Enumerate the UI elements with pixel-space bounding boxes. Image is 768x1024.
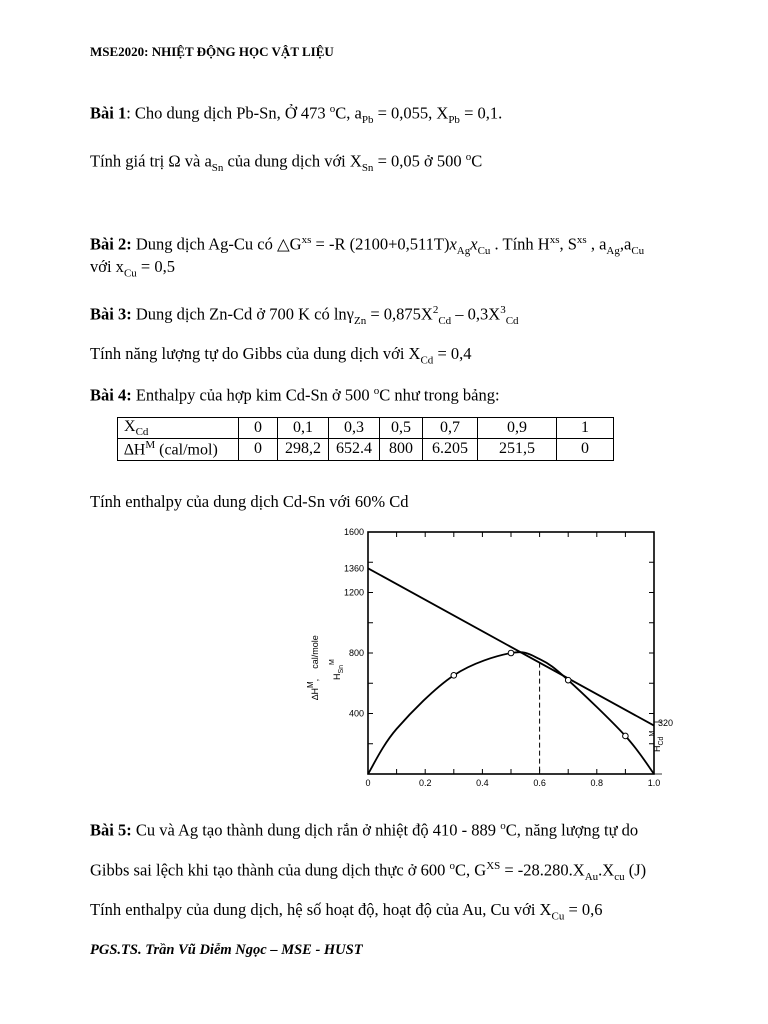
subscript: Cd [505, 314, 519, 327]
table-row-header [118, 439, 239, 460]
bai2-label: Bài 2: [90, 234, 132, 254]
table-cell: 652.4 [329, 439, 380, 460]
superscript: XS [486, 860, 501, 872]
cell-text: X [124, 418, 136, 435]
subscript: Cd [438, 314, 452, 327]
superscript: xs [549, 234, 560, 246]
data-point [451, 673, 457, 679]
table-cell: 0,9 [478, 418, 557, 439]
subscript: Cd [135, 426, 149, 439]
bai2-line2 [90, 257, 175, 279]
bai5-text: Tính enthalpy của dung dịch, hệ số hoạt độ, hoạt độ của Au, Cu với X [90, 900, 552, 919]
table-cell: 0,1 [278, 418, 329, 439]
y-tick-label: 1200 [343, 587, 364, 598]
subscript: Zn [353, 314, 367, 327]
superscript: M [145, 439, 156, 452]
bai4-text: C như trong bảng: [379, 385, 500, 405]
bai3-label: Bài 3: [90, 304, 132, 324]
document-header: MSE2020: NHIỆT ĐỘNG HỌC VẬT LIỆU [90, 44, 334, 59]
bai1-text: của dung dịch với X [223, 151, 362, 171]
inner-label-sub: Sn [338, 664, 345, 674]
subscript: Cd [420, 354, 434, 367]
table-cell: 800 [380, 439, 423, 460]
x-tick-label: 1.0 [647, 778, 661, 788]
subscript: Au [584, 870, 599, 883]
table-row [118, 439, 614, 460]
y-axis-unit: cal/mole [310, 635, 320, 669]
x-tick-label: 0.2 [418, 778, 432, 788]
table-cell: 6.205 [423, 439, 478, 460]
right-label-320: 320 [658, 718, 674, 728]
y-tick-label: 1600 [343, 527, 364, 537]
cell-text: (cal/mol) [155, 441, 218, 459]
superscript: 3 [500, 304, 506, 316]
y-axis-label-text: ∆H [310, 687, 320, 700]
bai3-text: Dung dịch Zn-Cd ở 700 K có lnγ [131, 304, 354, 324]
bai1-line1 [90, 103, 502, 126]
table-cell: 0,5 [380, 418, 423, 439]
bai2-text: x [449, 234, 457, 254]
subscript: Ag [606, 244, 620, 257]
subscript: Pb [361, 113, 374, 126]
inner-label-text: H [332, 673, 342, 680]
bai4-question: Tính enthalpy của dung dịch Cd-Sn với 60% Cd [90, 492, 409, 511]
svg-text:∆HM,cal/mole: ∆HM,cal/mole [306, 635, 320, 700]
bai2-text: với x [90, 257, 124, 276]
bai4-line1 [90, 385, 500, 406]
bai3-line1 [90, 304, 519, 327]
document-footer: PGS.TS. Trần Vũ Diễm Ngọc – MSE - HUST [90, 942, 363, 958]
bai1-line2 [90, 151, 482, 174]
inner-label-sup: M [329, 659, 336, 665]
degree-sign: o [465, 151, 472, 163]
superscript: 2 [432, 304, 439, 316]
bai4-text: Enthalpy của hợp kim Cd-Sn ở 500 [131, 385, 374, 405]
x-tick-label: 0.4 [476, 778, 489, 788]
table-row-header [118, 418, 239, 439]
degree-sign: o [449, 860, 456, 872]
bai1-label: Bài 1 [90, 103, 127, 123]
subscript: Cu [631, 244, 645, 257]
degree-sign: o [373, 385, 380, 397]
bai5-label: Bài 5: [90, 820, 132, 840]
bai2-text: , S [559, 234, 577, 254]
x-tick-label: 0 [365, 778, 371, 788]
subscript: Sn [211, 161, 224, 174]
bai2-text: x [470, 234, 478, 254]
bai2-text: = -R (2100+0,511T) [311, 234, 450, 254]
bai1-text: C, a [335, 103, 362, 123]
bai3-text: = 0,875X [366, 304, 433, 324]
bai5-text: C, năng lượng tự do [505, 820, 639, 840]
bai1-text: Tính giá trị Ω và a [90, 151, 212, 171]
subscript: Cu [477, 244, 491, 257]
table-row [118, 418, 614, 439]
bai2-text: , a [586, 234, 607, 254]
y-tick-label: 400 [348, 708, 364, 719]
bai5-text: = 0,6 [564, 900, 603, 919]
subscript: Ag [456, 244, 471, 257]
bai2-text: ,a [619, 234, 632, 254]
bai1-text: = 0,05 ở 500 [373, 151, 466, 171]
bai4-label: Bài 4: [90, 385, 132, 405]
table-cell: 251,5 [478, 439, 557, 460]
table-cell: 298,2 [278, 439, 329, 460]
enthalpy-chart [296, 520, 688, 792]
bai1-text: : Cho dung dịch Pb-Sn, Ở 473 [126, 103, 330, 123]
x-tick-label: 0.6 [533, 778, 546, 788]
superscript: xs [301, 234, 312, 246]
table-cell: 0,7 [423, 418, 478, 439]
bai3-line2 [90, 344, 472, 366]
bai5-text: Cu và Ag tạo thành dung dịch rắn ở nhiệt độ 410 - 889 [131, 820, 501, 840]
table-cell: 0 [239, 418, 278, 439]
right-inner-text: H [652, 745, 662, 752]
bai5-text: C, G [455, 860, 487, 880]
enthalpy-table [117, 417, 614, 461]
y-tick-label: 800 [348, 648, 364, 658]
bai5-line2 [90, 860, 646, 883]
subscript: cu [614, 870, 625, 883]
cell-text: ∆H [124, 441, 146, 459]
bai1-text: C [471, 151, 483, 171]
bai2-text: Dung dịch Ag-Cu có △G [131, 234, 302, 254]
bai5-text: = -28.280.X [500, 860, 585, 880]
bai2-line1 [90, 234, 644, 257]
table-cell: 0 [239, 439, 278, 460]
bai2-text: . Tính H [490, 234, 550, 254]
bai3-text: = 0,4 [433, 344, 472, 363]
bai1-text: = 0,055, X [373, 103, 449, 123]
bai2-text: = 0,5 [136, 257, 175, 276]
bai1-text: = 0,1. [459, 103, 503, 123]
table-cell: 0 [557, 439, 614, 460]
data-point [623, 733, 629, 739]
degree-sign: o [329, 103, 336, 115]
subscript: Cu [123, 267, 137, 280]
right-inner-sub: Cd [658, 736, 665, 746]
data-point [565, 677, 571, 683]
y-axis-label-sup: M [306, 681, 315, 688]
table-cell: 0,3 [329, 418, 380, 439]
table-cell: 1 [557, 418, 614, 439]
y-tick-label: 1360 [343, 563, 364, 574]
subscript: Sn [361, 161, 374, 174]
bai5-text: (J) [624, 860, 647, 880]
bai5-line3 [90, 900, 603, 922]
subscript: Pb [448, 113, 460, 126]
bai5-line1 [90, 820, 638, 841]
bai5-text: .X [598, 860, 615, 880]
data-point [508, 650, 514, 656]
degree-sign: o [500, 820, 506, 832]
bai3-text: Tính năng lượng tự do Gibbs của dung dịch với X [90, 344, 421, 363]
right-inner-sup: M [649, 730, 656, 737]
bai5-text: Gibbs sai lệch khi tạo thành của dung dịch thực ở 600 [90, 860, 450, 880]
superscript: xs [576, 234, 587, 246]
bai3-text: – 0,3X [451, 304, 501, 324]
x-tick-label: 0.8 [590, 778, 604, 788]
subscript: Cu [551, 910, 565, 923]
